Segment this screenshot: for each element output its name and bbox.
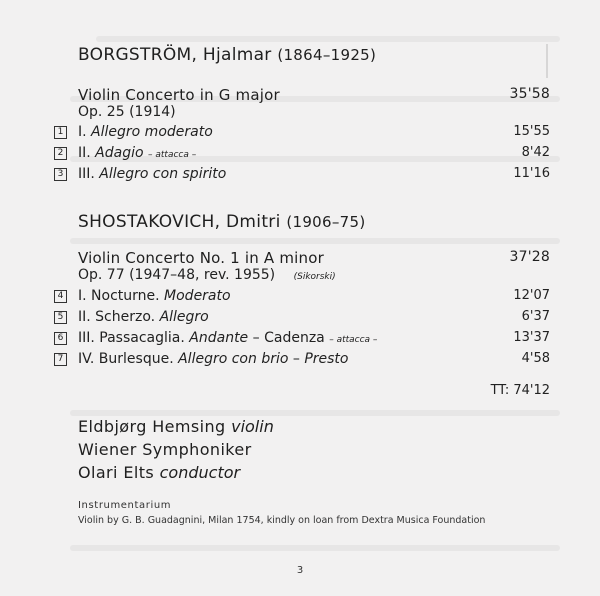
opus-text: Op. 77 (1947–48, rev. 1955) [78, 267, 276, 283]
track-duration: 12'07 [513, 288, 550, 303]
work-title-row [78, 249, 550, 267]
track-row [54, 124, 550, 142]
track-duration: 11'16 [513, 166, 550, 181]
page-number: 3 [296, 565, 304, 576]
composer-name: SHOSTAKOVICH, Dmitri [78, 212, 281, 232]
work-duration: 35'58 [509, 86, 550, 102]
track-duration: 8'42 [521, 145, 550, 160]
composer-name: BORGSTRÖM, Hjalmar [78, 45, 272, 65]
show-through-line [70, 410, 560, 416]
total-time: TT: 74'12 [490, 383, 550, 398]
composer-years: (1864–1925) [277, 46, 377, 64]
track-number: 2 [54, 147, 67, 160]
performer-line [78, 463, 240, 482]
work-opus [78, 267, 336, 283]
work-opus [78, 104, 176, 120]
performer-name: Eldbjørg Hemsing [78, 417, 226, 436]
work-title: Violin Concerto No. 1 in A minor [78, 249, 324, 267]
work-title-row [78, 86, 550, 104]
track-row [54, 330, 550, 348]
track-title: II. Scherzo. Allegro [78, 309, 209, 325]
track-note: – attacca – [148, 150, 197, 160]
track-number: 3 [54, 168, 67, 181]
performer-role: violin [231, 417, 274, 436]
performer-line [78, 417, 274, 436]
track-title: IV. Burlesque. Allegro con brio – Presto [78, 351, 349, 367]
show-through-line [96, 36, 560, 42]
track-note: – attacca – [329, 335, 378, 345]
track-row [54, 166, 550, 184]
track-number: 7 [54, 353, 67, 366]
track-row [54, 288, 550, 306]
track-title: II. Adagio – attacca – [78, 145, 197, 161]
show-through-mark [546, 44, 548, 78]
composer-heading [78, 45, 376, 65]
track-duration: 15'55 [513, 124, 550, 139]
show-through-line [70, 238, 560, 244]
instrumentarium-text: Violin by G. B. Guadagnini, Milan 1754, kindly on loan from Dextra Musica Foundation [78, 515, 486, 526]
track-number: 5 [54, 311, 67, 324]
work-title: Violin Concerto in G major [78, 86, 280, 104]
track-number: 6 [54, 332, 67, 345]
track-row [54, 309, 550, 327]
track-duration: 6'37 [521, 309, 550, 324]
composer-heading [78, 212, 366, 232]
track-title: I. Allegro moderato [78, 124, 213, 140]
publisher: (Sikorski) [293, 272, 336, 282]
opus-text: Op. 25 (1914) [78, 104, 176, 120]
track-number: 4 [54, 290, 67, 303]
performer-line [78, 440, 252, 459]
performer-name: Wiener Symphoniker [78, 440, 252, 459]
track-title: I. Nocturne. Moderato [78, 288, 231, 304]
instrumentarium-heading: Instrumentarium [78, 500, 172, 511]
composer-years: (1906–75) [286, 213, 366, 231]
performer-name: Olari Elts [78, 463, 155, 482]
track-number: 1 [54, 126, 67, 139]
track-title: III. Passacaglia. Andante – Cadenza – attacca – [78, 330, 378, 346]
track-row [54, 351, 550, 369]
track-row [54, 145, 550, 163]
work-duration: 37'28 [509, 249, 550, 265]
track-duration: 13'37 [513, 330, 550, 345]
performer-role: conductor [159, 463, 241, 482]
show-through-line [70, 545, 560, 551]
track-duration: 4'58 [521, 351, 550, 366]
track-title: III. Allegro con spirito [78, 166, 227, 182]
